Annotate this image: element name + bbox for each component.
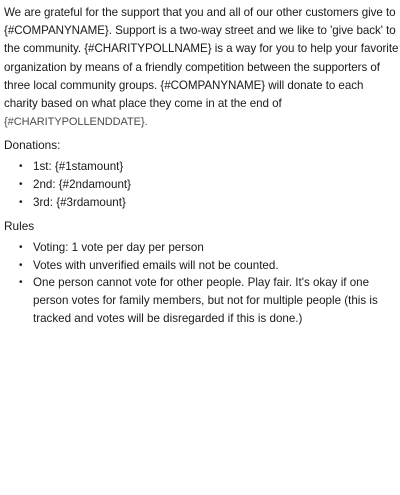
bullet-icon: • (19, 259, 23, 271)
rules-heading: Rules (4, 219, 35, 234)
bullet-icon: • (19, 242, 23, 254)
list-item: • 2nd: {#2ndamount} (4, 176, 400, 194)
donations-heading: Donations: (4, 138, 61, 153)
list-item: • One person cannot vote for other people. Play fair. It's okay if one person votes for family members, but not for multiple people (this is tracked and votes will be disregarded if this is done.) (19, 276, 378, 325)
list-item: • Votes with unverified emails will not be counted. (4, 257, 400, 275)
donations-list (4, 158, 400, 211)
intro-paragraph (4, 4, 400, 131)
bullet-icon: • (19, 277, 23, 289)
list-item: • 1st: {#1stamount} (4, 158, 400, 176)
bullet-icon: • (19, 196, 23, 208)
intro-text: We are grateful for the support that you and all of our other customers give to {#COMPANYNAME}. Support is a two-way street and we like to 'give back' to the community. {#CHARITYPOLLNAME} is a way for you to help your favorite organization by means of a friendly competition between the supporters of three local community groups. {#COMPANYNAME} will donate to each charity based on what place they come in at the end of (4, 6, 399, 111)
end-date-placeholder: {#CHARITYPOLLENDDATE}. (4, 116, 148, 129)
bullet-icon: • (19, 179, 23, 191)
list-item: • Voting: 1 vote per day per person (4, 239, 400, 257)
list-item: • 3rd: {#3rdamount} (4, 194, 400, 212)
bullet-icon: • (19, 161, 23, 173)
rules-list (4, 239, 400, 327)
